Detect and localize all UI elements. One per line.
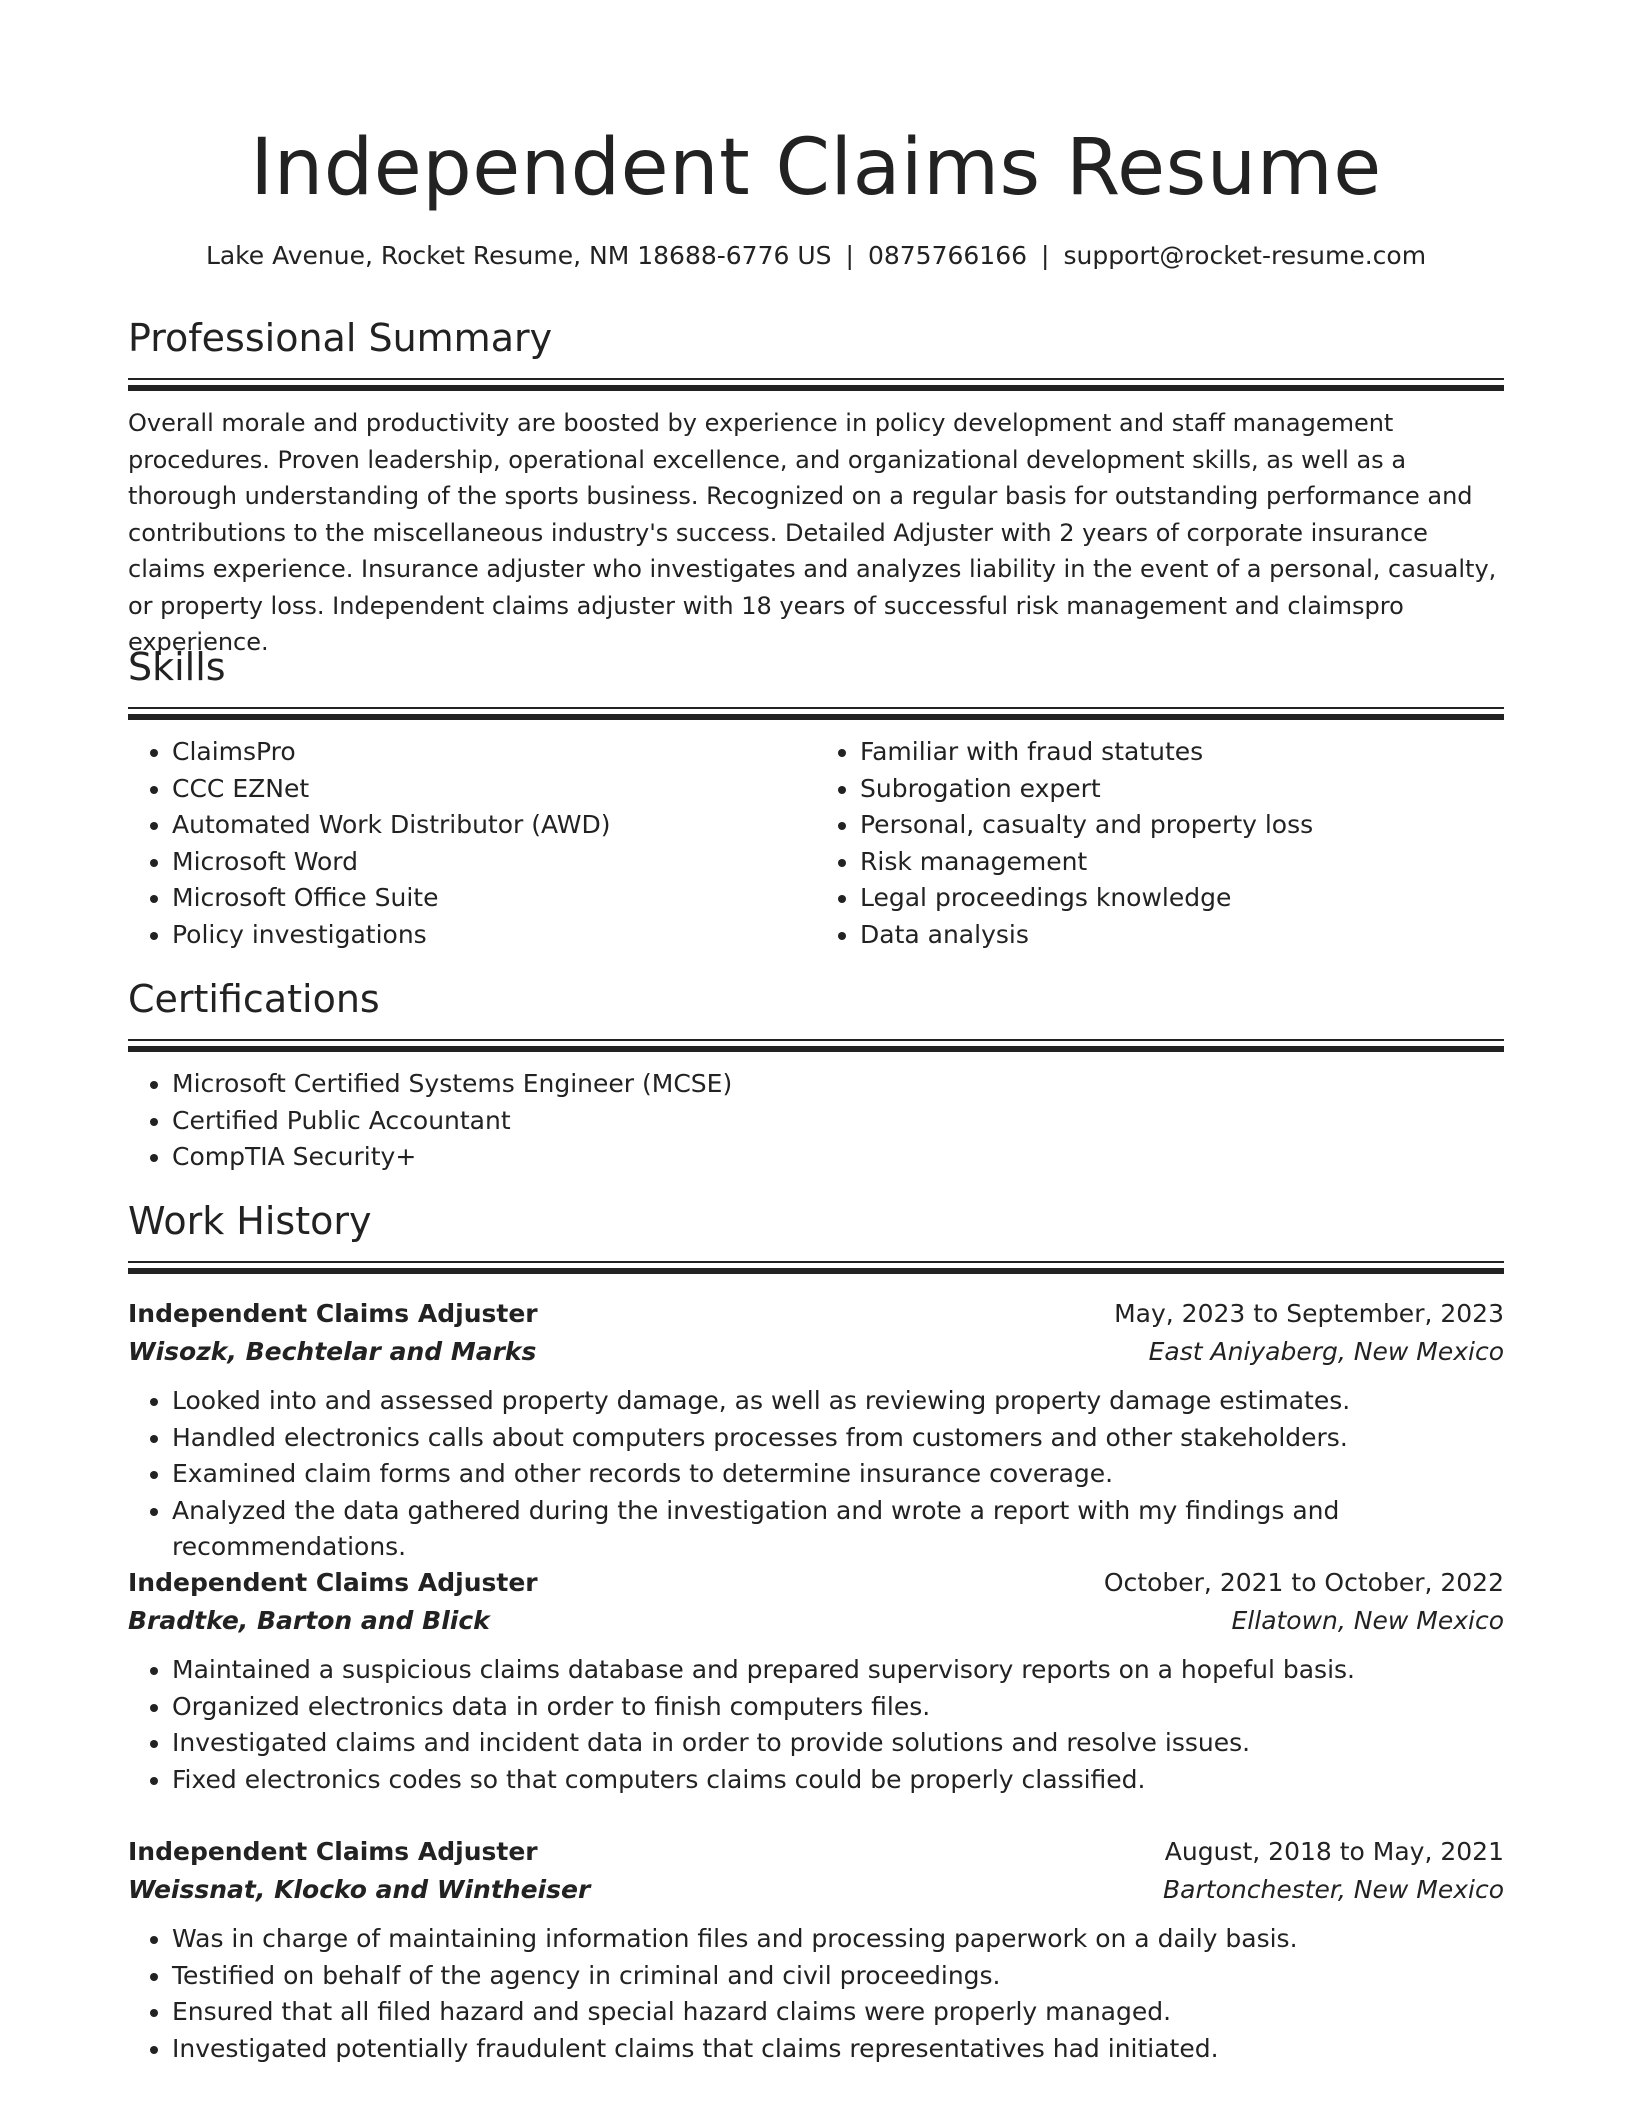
list-item: • Was in charge of maintaining information files and processing paperwork on a daily basis. <box>172 1921 1504 1958</box>
resume-title: Independent Claims Resume <box>250 123 1382 213</box>
section-title: Certifications <box>128 977 380 1021</box>
divider <box>128 378 1504 380</box>
section-title: Skills <box>128 645 226 689</box>
list-item: • Investigated potentially fraudulent claims that claims representatives had initiated. <box>172 2031 1504 2068</box>
job-title: Independent Claims Adjuster <box>128 1837 538 1866</box>
list-item: • CCC EZNet <box>172 771 816 808</box>
job-dates: October, 2021 to October, 2022 <box>1103 1568 1504 1597</box>
divider <box>128 1046 1504 1052</box>
list-item: • Investigated claims and incident data in order to provide solutions and resolve issues. <box>172 1725 1504 1762</box>
work-history-section <box>128 1197 1504 1274</box>
list-item: • Personal, casualty and property loss <box>860 807 1504 844</box>
list-item: • Handled electronics calls about computers processes from customers and other stakeholders. <box>172 1420 1504 1457</box>
list-item: • Policy investigations <box>172 917 816 954</box>
list-item: • Examined claim forms and other records to determine insurance coverage. <box>172 1456 1504 1493</box>
list-item: • Maintained a suspicious claims database and prepared supervisory reports on a hopeful basis. <box>172 1652 1504 1689</box>
list-item: • Data analysis <box>860 917 1504 954</box>
job-location: East Aniyaberg, New Mexico <box>1148 1337 1504 1366</box>
list-item: • Fixed electronics codes so that computers claims could be properly classified. <box>172 1762 1504 1799</box>
job-entry <box>128 1295 1504 1566</box>
job-entry <box>128 1564 1504 1798</box>
certifications-section <box>128 975 1504 1176</box>
company-name: Bradtke, Barton and Blick <box>128 1606 490 1635</box>
skills-column-right <box>816 720 1504 953</box>
job-location: Bartonchester, New Mexico <box>1163 1875 1504 1904</box>
address: Lake Avenue, Rocket Resume, NM 18688-6776 US <box>205 241 832 270</box>
company-name: Weissnat, Klocko and Wintheiser <box>128 1875 591 1904</box>
skills-column-left <box>128 720 816 953</box>
divider <box>128 1268 1504 1274</box>
list-item: • ClaimsPro <box>172 734 816 771</box>
list-item: • CompTIA Security+ <box>172 1139 1504 1176</box>
list-item: • Familiar with fraud statutes <box>860 734 1504 771</box>
job-title: Independent Claims Adjuster <box>128 1299 538 1328</box>
list-item: • Certified Public Accountant <box>172 1103 1504 1140</box>
summary-text: Overall morale and productivity are boosted by experience in policy development and staff management procedures. Proven leadership, operational excellence, and organizational development skills, as well as a thorough understanding of the sports business. Recognized on a regular basis for outstanding performance and contributions to the miscellaneous industry's success. Detailed Adjuster with 2 years of corporate insurance claims experience. Insurance adjuster who investigates and analyzes liability in the event of a personal, casualty, or property loss. Independent claims adjuster with 18 years of successful risk management and claimspro experience. <box>128 409 1497 656</box>
contact-line <box>0 238 1632 274</box>
list-item: • Testified on behalf of the agency in criminal and civil proceedings. <box>172 1958 1504 1995</box>
skills-columns <box>128 720 1504 953</box>
skills-section <box>128 643 1504 953</box>
separator: | <box>845 241 854 270</box>
job-entry <box>128 1833 1504 2067</box>
email-link[interactable]: support@rocket-resume.com <box>1063 241 1427 270</box>
section-title: Work History <box>128 1199 372 1243</box>
divider <box>128 1039 1504 1041</box>
list-item: • Organized electronics data in order to finish computers files. <box>172 1689 1504 1726</box>
company-name: Wisozk, Bechtelar and Marks <box>128 1337 537 1366</box>
divider <box>128 707 1504 709</box>
job-location: Ellatown, New Mexico <box>1231 1606 1504 1635</box>
separator: | <box>1041 241 1050 270</box>
job-title: Independent Claims Adjuster <box>128 1568 538 1597</box>
divider <box>128 1261 1504 1263</box>
list-item: • Legal proceedings knowledge <box>860 880 1504 917</box>
list-item: • Ensured that all filed hazard and special hazard claims were properly managed. <box>172 1994 1504 2031</box>
job-dates: August, 2018 to May, 2021 <box>1164 1837 1504 1866</box>
job-dates: May, 2023 to September, 2023 <box>1114 1299 1504 1328</box>
section-title: Professional Summary <box>128 316 553 360</box>
list-item: • Automated Work Distributor (AWD) <box>172 807 816 844</box>
divider <box>128 385 1504 391</box>
phone: 0875766166 <box>867 241 1028 270</box>
list-item: • Microsoft Word <box>172 844 816 881</box>
summary-section <box>128 314 1504 661</box>
list-item: • Looked into and assessed property damage, as well as reviewing property damage estimates. <box>172 1383 1504 1420</box>
list-item: • Microsoft Office Suite <box>172 880 816 917</box>
list-item: • Analyzed the data gathered during the investigation and wrote a report with my findings and recommendations. <box>172 1493 1504 1566</box>
list-item: • Risk management <box>860 844 1504 881</box>
list-item: • Microsoft Certified Systems Engineer (MCSE) <box>172 1066 1504 1103</box>
list-item: • Subrogation expert <box>860 771 1504 808</box>
